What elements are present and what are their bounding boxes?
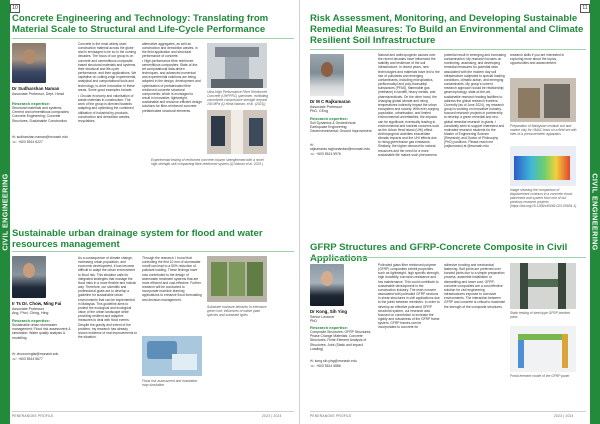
section-sidebar xyxy=(590,0,600,424)
researcher-name: Dr Kong, Sih Ying xyxy=(310,309,348,314)
article-body-col2: potential result in emerging and increasing contamination. My research focuses on monitoring, assessing, and developing remedial measures for potential risks associated with the modern day soil infrastructure subjected to special loading conditions, climatic action, and emerging contaminants. My group's current research approach would be relationship; geomorphology, state-of-the-art, sustainable research leading facilities to address the global research frontiers. Currently (as of June 2024), my research group is working on innovative Industry-focused research projects in partnership to develop a green remedial and neo-global remedial research in giants. I constantly seek to support interested and motivated research students for the Master of Engineering Science (Research) and Doctor of Philosophy (PhD) positions. Please reach me (rajkumaran) at @monash.edu xyxy=(444,53,506,149)
researcher-photo xyxy=(12,256,46,298)
article-body-col1: Natural and anthropogenic causes over the recent decades have influenced the stability and resilience of the soil infrastructure. In recent years, new technologies and materials have led to the rise of pollutants and emerging contaminants, including microplastics, perfluoroalkyl and poly-fluoroalkyl substances (PFAS), flammable gas (methane) in landfill, heavy metals, and pharmaceuticals. On the other hand, the changing global climate and rising temperatures indirectly impact the urban ecosystem and society. With ever-surging population, urbanisation, and limited environmental uncertainties, the impacts can be significant, eventually leading to environmental and societal concerns such as the Urban Heat Island (UHI) effect. Anthropogenic activities exacerbate climatic impacts and the UHI effects due to rising greenhouse gas emissions. Similarly, the higher demand for natural resources and the need for a more sustainable life makes such phenomena xyxy=(378,53,440,157)
research-expertise-label: Research expertise: xyxy=(310,116,349,121)
image-caption: Ultra-High Performance Fibre Reinforced Concrete (UHPFRC) specimen, exhibiting unconfined compressive strength beyond 150 MPa (Q.Hima Naman, et al. (2021)) xyxy=(207,90,269,106)
research-expertise-text: Sustainable urban stormwater management; Flood risk assessment & simulation; Water quality analysis & modelling xyxy=(12,323,71,340)
researcher-name: Ir Ts Dr. Chow, Ming Fai xyxy=(12,301,62,306)
research-expertise-label: Research expertise: xyxy=(310,325,349,330)
image-caption: Portal element model of the GFRP panel xyxy=(510,374,570,378)
contact-phone: ☏: +603 5514 5976 xyxy=(310,152,341,156)
face-shape xyxy=(23,263,35,278)
divider xyxy=(310,257,586,258)
footer-rule xyxy=(310,411,586,412)
article-body-col1: Concrete is the most widely used construction material across the globe and is envisaged to be so in the coming decades. The focus of our group is on concrete and cementitious composite-based structural materials and systems, their structural and life-cycle performance, and their applications. We capitalise on cutting-edge experimental, analytical and computational tools and technology, to drive innovation in these areas. Some good examples include: xyxy=(78,42,137,92)
gfrp-portal-model-image xyxy=(510,326,576,372)
contact-phone: ☏: +603 5514 6227 xyxy=(12,140,43,144)
gfrp-joint-test-image xyxy=(510,263,576,309)
researcher-photo xyxy=(12,43,46,83)
researcher-role: Associate Professor, Dept. Head xyxy=(12,92,64,96)
contact-email[interactable]: ✉: rajkumaran.raghunandan@monash.edu xyxy=(310,143,370,152)
image-caption: Image showing the comparison of displacement contours in a concrete cloud-placement and system from one of our previous research projects (https://doi.org/10.1186/s40069-023-00654-1) xyxy=(510,188,577,208)
research-expertise-label: Research expertise: xyxy=(12,318,51,323)
article-body-col2: Through the research, I found that controlling the first 10 mm of stormwater runoff can lead to a 50% reduction of pollutant loading. These findings have now contributed to the design of stormwater treatment systems that are more efficient and cost-effective. Further research will be conducted to incorporate machine learning applications to enhance flood forecasting and decision management. xyxy=(142,256,202,302)
page-number: 10 xyxy=(10,4,20,13)
researcher-name: Dr M C Rajkumaran xyxy=(310,99,351,104)
researcher-photo xyxy=(310,54,344,96)
research-expertise-text: Soil Dynamics & Geotechnical Earthquake Engineering; Geoenvironmental; Ground Improvement xyxy=(310,121,372,134)
divider xyxy=(12,38,294,39)
section-sidebar xyxy=(0,0,10,424)
footer-year: 2023 | 2024 xyxy=(554,414,574,418)
article-body-bullets: • Circular economy and valorisation of waste materials in construction: The work of the group is directed towards adapting and optimising the combined utilisation of industrial by-products, construction and demolition wastes, recyclables, xyxy=(78,94,134,123)
article-title: Concrete Engineering and Technology: Translating from Material Scale to Structural and Life-Cycle Performance xyxy=(12,13,269,35)
image-caption: Preparation of Malaysian residual soil and marine clay for UMAC tests on a field set with inter-of-a pressuremeter apparatus xyxy=(510,124,577,136)
research-expertise-label: Research expertise: xyxy=(12,101,51,106)
divider xyxy=(12,251,294,252)
article-body-col2: adhesive bonding and mechanical fastening. Bolt joints are preferred over bonded joints due to a simple preparation process, assemble installation or dismantling and lower cost. GFRP-concrete composites are a cost effective solution for civil engineering infrastructures exposed to corrosive environments. The interaction between GFRP and concrete is critical to maximise the strength of the composite structures. xyxy=(444,263,506,309)
section-label: CIVIL ENGINEERING xyxy=(0,173,10,251)
article-body-col2: alternative aggregates, as well as construction and demolition wastes, in the field application and structural performance of concrete. • High-performance fibre reinforced cementitious composites: State-of-the-art computational data-driven techniques, and advanced numerical and experimental solutions are being adopted in the design, development and optimisation of prefabricated fibre reinforced concrete structural components, which is envisaged to result in innovative, lightweight, sustainable and resource-efficient design solutions for fibre-reinforced concrete prefabricated structural elements. xyxy=(142,42,202,113)
article-title: GFRP Structures and GFRP-Concrete Composite in Civil Applications xyxy=(310,242,568,264)
article-body-col1: Pultruded glass fiber reinforced polymer (GFRP) composites exhibit properties such as lightweight, high specific strength, high durability, corrosion-resistance and low maintenance. This could contribute to sustainable development in the construction industry. The main concern associated with pultruded GFRP sections in shear structures in civil applications due to the joints between members. In order to develop an effective pultruded GFRP structural system, our research was focused on connection to increase the rigidity and robustness of the GFRP frame system. GFRP frames can be incorporated to concrete for xyxy=(378,263,440,330)
article-title: Sustainable urban drainage system for flood and water resources management xyxy=(12,228,263,250)
researcher-photo xyxy=(310,264,344,306)
researcher-role: Associate Professor PhD, CEng xyxy=(310,105,342,114)
flood-map-image xyxy=(142,336,202,376)
researcher-role: Associate Professor Ang, Phoi, Ching, Hing xyxy=(12,307,49,316)
right-page xyxy=(300,0,600,424)
research-expertise-text: Composite Structures; GFRP Structures; Phase Change Materials; Concrete Structures; Finite Element Analysis of Structures; Joint (Static and Impact Loading) xyxy=(310,330,372,351)
contact-email[interactable]: ✉: kong.sih.ying@monash.edu xyxy=(310,359,357,363)
divider xyxy=(310,49,586,50)
researcher-name: Dr Sudharshan Naman xyxy=(12,86,60,91)
page-number: 11 xyxy=(580,4,590,13)
article-body-col1: As a consequence of climate change, increasing urban population, and economic development, it has become difficult to adapt the urban environment to flood risk. This situation calls for integrated strategies that manage the flood risks in a more flexible and holistic way. Therefore, our scientific and professional goals are to develop a guideline for sustainable urban environments that can be implemented in Malaysia. This guideline aims to protect the ecological and ecological value of the urban landscape while providing resilient and adaptive measures to deal with flood events. Despite the gravity and extent of the problem, my research has already shown evidence of real improvements to the situation. xyxy=(78,256,138,339)
green-roof-image xyxy=(207,256,267,302)
article-title: Risk Assessment, Monitoring, and Developing Sustainable Remedial Measures: To Build an Environmental and Climate Resilient Soil Infrastructure xyxy=(310,13,584,46)
research-expertise-text: Structural materials and systems; Cement and cementitious composites; Concrete Engineering; Concrete Structures; Sustainable Construction xyxy=(12,106,70,123)
footer-publication: PENERANGKE PROFILE xyxy=(12,414,54,418)
displacement-contour-image xyxy=(510,146,576,186)
researcher-role: Senior Lecturer PhD xyxy=(310,315,335,324)
face-shape xyxy=(321,271,333,286)
image-caption: Substrate moisture behavior in extensive green roof: influences of native plant species and substrate types xyxy=(207,305,267,317)
image-caption: Static testing of steel-type GFRP bonded joints xyxy=(510,311,570,319)
article-body-col3: research skills if you are interested in exploring more about the topics, opportunities and advancement. xyxy=(510,53,565,66)
contact-phone: ☏: +603 5514 5677 xyxy=(12,357,43,361)
contact-email[interactable]: ✉: chow.mingfai@monash.edu xyxy=(12,352,59,356)
footer-rule xyxy=(12,411,294,412)
image-caption: Experimental testing of reinforced concrete column strengthened with a novel high-strength self-compacting fibre-reinforced system (Q.Naman et al. 2023 ) xyxy=(151,158,264,166)
footer-publication: PENERANGKE PROFILE xyxy=(310,414,352,418)
footer-year: 2023 | 2024 xyxy=(262,414,282,418)
soil-test-image xyxy=(510,78,576,122)
column-test-image xyxy=(207,110,267,154)
contact-phone: ☏: +603 5514 5886 xyxy=(310,364,341,368)
contact-email[interactable]: ✉: sudharshan.naman@monash.edu xyxy=(12,135,68,139)
uhpfrc-specimen-image xyxy=(207,43,267,88)
image-caption: Flood risk assessment and inundation map simulation xyxy=(142,379,198,387)
face-shape xyxy=(23,49,36,64)
face-shape xyxy=(321,62,333,77)
section-label: CIVIL ENGINEERING xyxy=(590,173,600,251)
